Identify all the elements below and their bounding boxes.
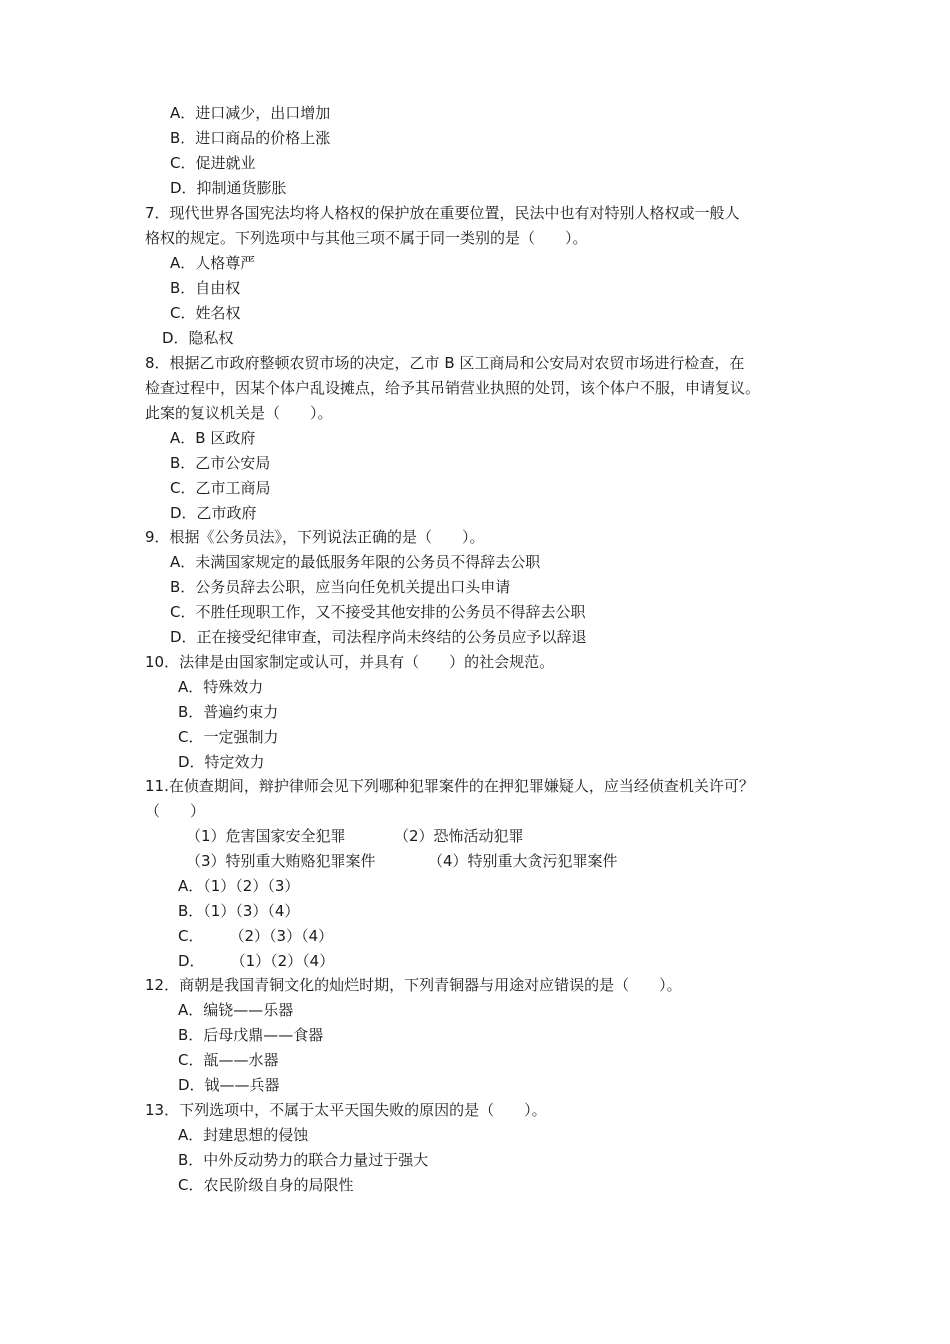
q11-option-b [178, 901, 299, 921]
q13-option-c: C．农民阶级自身的局限性 [178, 1176, 354, 1194]
q9-stem: 9．根据《公务员法》，下列说法正确的是（ ）。 [145, 528, 485, 546]
q6-option-d: D．抑制通货膨胀 [170, 179, 287, 197]
q13-stem: 13．下列选项中，不属于太平天国失败的原因的是（ ）。 [145, 1101, 547, 1119]
q11-option-a-letter: A． [178, 877, 204, 895]
q9-option-c: C．不胜任现职工作，又不接受其他安排的公务员不得辞去公职 [170, 603, 586, 621]
q11-case-4: （4）特别重大贪污犯罪案件 [428, 852, 618, 870]
q11-case-1: （1）危害国家安全犯罪 [186, 827, 346, 845]
q10-option-d: D．特定效力 [178, 753, 265, 771]
q11-case-2: （2）恐怖活动犯罪 [394, 827, 524, 845]
q11-option-a-text: （1）（2）（3） [203, 877, 300, 895]
q8-stem-line2: 检查过程中，因某个体户乱设摊点，给予其吊销营业执照的处罚，该个体户不服，申请复议。 [145, 379, 761, 397]
q7-option-c: C．姓名权 [170, 304, 241, 322]
q12-stem: 12．商朝是我国青铜文化的灿烂时期，下列青铜器与用途对应错误的是（ ）。 [145, 976, 682, 994]
q7-stem-line1: 7．现代世界各国宪法均将人格权的保护放在重要位置，民法中也有对特别人格权或一般人 [145, 204, 740, 222]
q7-option-b: B．自由权 [170, 279, 241, 297]
q7-stem-line2: 格权的规定。下列选项中与其他三项不属于同一类别的是（ ）。 [145, 229, 588, 247]
q10-stem: 10．法律是由国家制定或认可，并具有（ ）的社会规范。 [145, 653, 555, 671]
q6-option-c: C．促进就业 [170, 154, 256, 172]
q11-stem-line2: （ ） [145, 802, 206, 820]
q9-option-d: D．正在接受纪律审查，司法程序尚未终结的公务员应予以辞退 [170, 628, 587, 646]
q11-option-d-text: （1）（2）（4） [230, 952, 335, 970]
q12-option-b: B．后母戊鼎——食器 [178, 1026, 324, 1044]
q11-stem-line1: 11.在侦查期间，辩护律师会见下列哪种犯罪案件的在押犯罪嫌疑人，应当经侦查机关许可？ [145, 777, 754, 795]
q13-option-a: A．封建思想的侵蚀 [178, 1126, 309, 1144]
q11-option-d-letter: D． [178, 952, 205, 970]
q10-option-b: B．普遍约束力 [178, 703, 279, 721]
q8-stem-line3: 此案的复议机关是（ ）。 [145, 404, 333, 422]
q9-option-a: A．未满国家规定的最低服务年限的公务员不得辞去公职 [170, 553, 541, 571]
q8-option-d: D．乙市政府 [170, 504, 257, 522]
q11-option-d [178, 951, 334, 971]
q11-option-c-letter: C． [178, 927, 204, 945]
q11-case-3: （3）特别重大贿赂犯罪案件 [186, 852, 376, 870]
q9-option-b: B．公务员辞去公职，应当向任免机关提出口头申请 [170, 578, 511, 596]
q11-option-a [178, 876, 299, 896]
q10-option-c: C．一定强制力 [178, 728, 279, 746]
q8-option-a: A．B 区政府 [170, 429, 256, 447]
q8-option-c: C．乙市工商局 [170, 479, 271, 497]
q7-option-d: D．隐私权 [162, 329, 234, 347]
q11-option-c [178, 926, 333, 946]
q12-option-d: D．钺——兵器 [178, 1076, 280, 1094]
q12-option-a: A．编铙——乐器 [178, 1001, 294, 1019]
q6-option-a: A．进口减少，出口增加 [170, 104, 331, 122]
q7-option-a: A．人格尊严 [170, 254, 256, 272]
q11-option-c-text: （2）（3）（4） [229, 927, 334, 945]
q8-option-b: B．乙市公安局 [170, 454, 271, 472]
q8-stem-line1: 8．根据乙市政府整顿农贸市场的决定，乙市 B 区工商局和公安局对农贸市场进行检查，在 [145, 354, 745, 372]
q10-option-a: A．特殊效力 [178, 678, 264, 696]
q6-option-b: B．进口商品的价格上涨 [170, 129, 331, 147]
q11-option-b-text: （1）（3）（4） [203, 902, 300, 920]
q13-option-b: B．中外反动势力的联合力量过于强大 [178, 1151, 429, 1169]
q11-option-b-letter: B． [178, 902, 204, 920]
q12-option-c: C．瓿——水器 [178, 1051, 279, 1069]
